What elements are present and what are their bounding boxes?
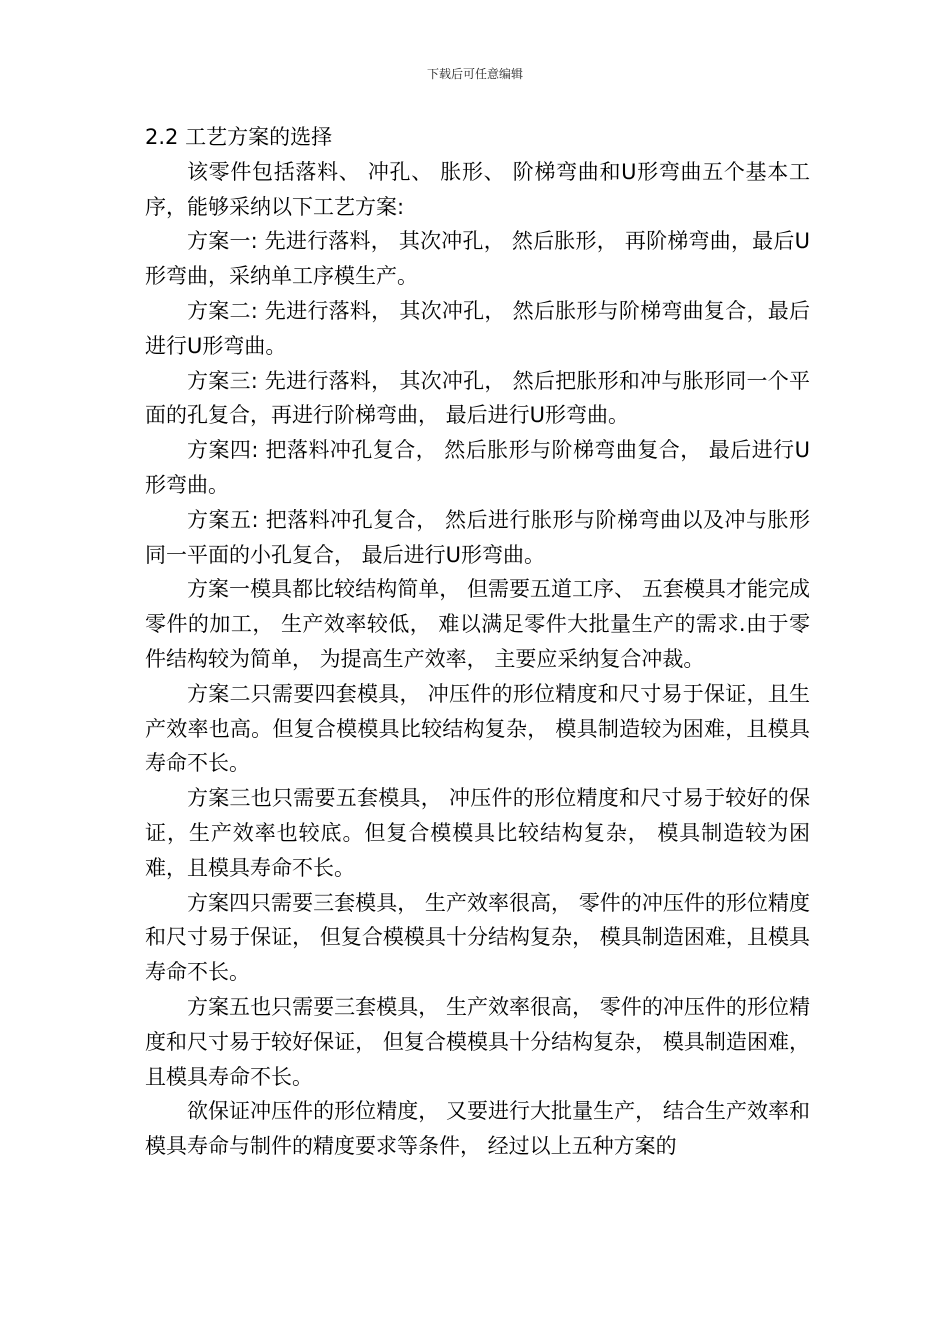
paragraph-plan-1: 方案一: 先进行落料， 其次冲孔， 然后胀形， 再阶梯弯曲，最后U形弯曲，采纳单工序模生产。 — [145, 229, 810, 289]
paragraph-plan-5: 方案五: 把落料冲孔复合， 然后进行胀形与阶梯弯曲以及冲与胀形同一平面的小孔复合， 最后进行U形弯曲。 — [145, 507, 810, 567]
document-body — [145, 120, 810, 1164]
paragraph-analysis-2: 方案二只需要四套模具， 冲压件的形位精度和尺寸易于保证，且生产效率也高。但复合模模具比较结构复杂， 模具制造较为困难，且模具寿命不长。 — [145, 681, 810, 776]
page-header: 下载后可任意编辑 — [426, 67, 523, 81]
paragraph-conclusion: 欲保证冲压件的形位精度， 又要进行大批量生产， 结合生产效率和模具寿命与制件的精度要求等条件， 经过以上五种方案的 — [145, 1099, 810, 1159]
paragraph-analysis-4: 方案四只需要三套模具， 生产效率很高， 零件的冲压件的形位精度和尺寸易于保证， 但复合模模具十分结构复杂， 模具制造困难，且模具寿命不长。 — [145, 890, 810, 985]
paragraph-analysis-5: 方案五也只需要三套模具， 生产效率很高， 零件的冲压件的形位精度和尺寸易于较好保证， 但复合模模具十分结构复杂， 模具制造困难，且模具寿命不长。 — [145, 994, 810, 1089]
section-heading: 2.2 工艺方案的选择 — [145, 125, 333, 149]
paragraph-plan-3: 方案三: 先进行落料， 其次冲孔， 然后把胀形和冲与胀形同一个平面的孔复合，再进行阶梯弯曲， 最后进行U形弯曲。 — [145, 368, 810, 428]
paragraph-analysis-1: 方案一模具都比较结构简单， 但需要五道工序、 五套模具才能完成零件的加工， 生产效率较低， 难以满足零件大批量生产的需求.由于零件结构较为简单， 为提高生产效率， 主要应采纳复合冲裁。 — [145, 577, 810, 671]
paragraph-intro: 该零件包括落料、 冲孔、 胀形、 阶梯弯曲和U形弯曲五个基本工序，能够采纳以下工艺方案: — [145, 159, 810, 219]
paragraph-analysis-3: 方案三也只需要五套模具， 冲压件的形位精度和尺寸易于较好的保证，生产效率也较底。但复合模模具比较结构复杂， 模具制造较为困难，且模具寿命不长。 — [145, 786, 810, 880]
paragraph-plan-2: 方案二: 先进行落料， 其次冲孔， 然后胀形与阶梯弯曲复合，最后进行U形弯曲。 — [145, 298, 810, 358]
paragraph-plan-4: 方案四: 把落料冲孔复合， 然后胀形与阶梯弯曲复合， 最后进行U形弯曲。 — [145, 438, 810, 497]
